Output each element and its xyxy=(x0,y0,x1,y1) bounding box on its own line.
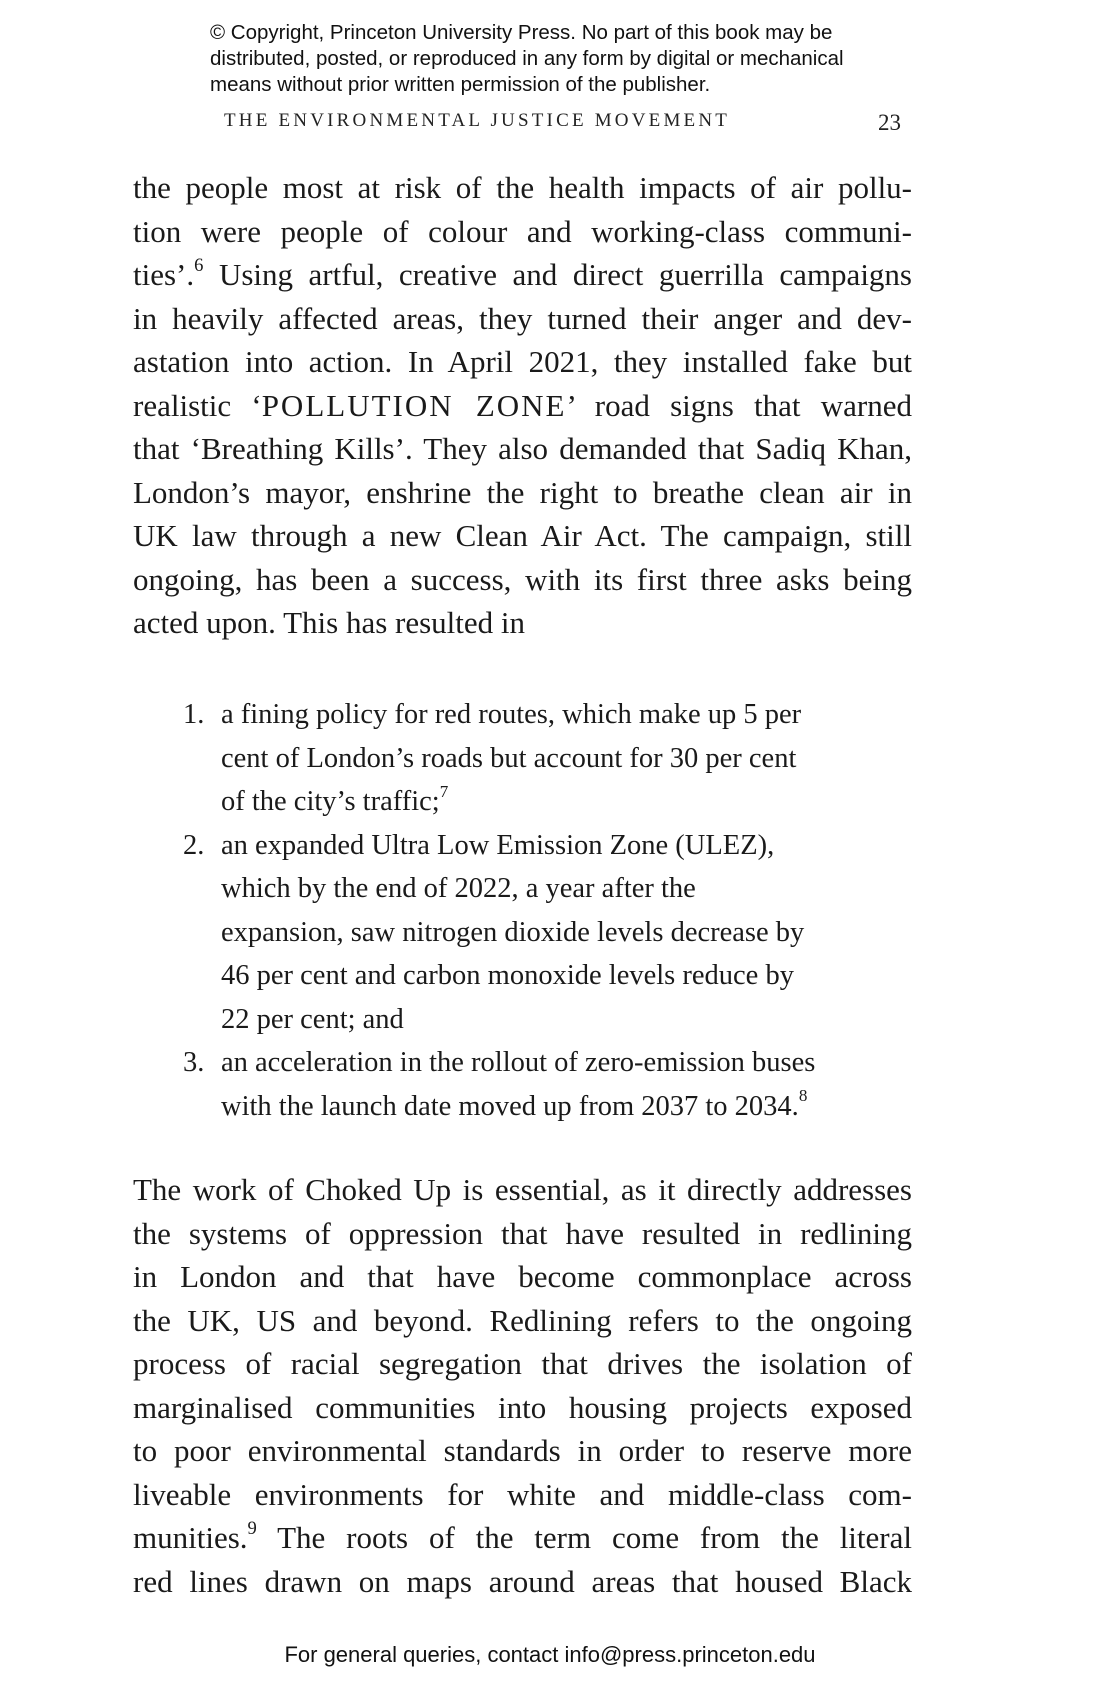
text-line: ongoing, has been a success, with its first three asks being xyxy=(133,561,912,597)
text-line: astation into action. In April 2021, they installed fake but xyxy=(133,344,912,379)
list-line: 46 per cent and carbon monoxide levels reduce by xyxy=(221,960,794,991)
list-item xyxy=(183,1041,863,1128)
copyright-line: © Copyright, Princeton University Press. No part of this book may be xyxy=(210,21,833,44)
text-line: The work of Choked Up is essential, as it directly addresses xyxy=(133,1172,912,1207)
list-line: which by the end of 2022, a year after the xyxy=(221,873,696,904)
list-number: 2. xyxy=(183,829,205,861)
text-line: the UK, US and beyond. Redlining refers to the ongoing xyxy=(133,1302,912,1338)
list-line: an acceleration in the rollout of zero-emission buses xyxy=(221,1047,816,1078)
text-fragment: Using artful, creative and direct guerrilla campaigns xyxy=(203,257,912,292)
list-number: 1. xyxy=(183,699,205,730)
text-line: acted upon. This has resulted in xyxy=(133,605,526,640)
list-line: an expanded Ultra Low Emission Zone (ULEZ), xyxy=(221,829,775,861)
text-line: process of racial segregation that drives the isolation of xyxy=(133,1346,912,1381)
text-fragment: munities. xyxy=(133,1520,248,1555)
text-line: to poor environmental standards in order to reserve more xyxy=(133,1433,912,1468)
paragraph-1 xyxy=(133,166,912,645)
copyright-notice xyxy=(210,20,910,98)
text-fragment: with the launch date moved up from 2037 to 2034. xyxy=(221,1090,799,1122)
list-line: a fining policy for red routes, which make up 5 per xyxy=(221,699,802,730)
copyright-line: distributed, posted, or reproduced in any form by digital or mechanical xyxy=(210,47,844,70)
footnote-ref-9[interactable]: 9 xyxy=(247,1517,257,1539)
text-line: tion were people of colour and working-class communi- xyxy=(133,213,912,249)
page-number: 23 xyxy=(878,110,901,135)
text-fragment: The roots of the term come from the literal xyxy=(256,1520,912,1555)
text-fragment: realistic ‘ xyxy=(133,387,262,423)
footnote-ref-8[interactable]: 8 xyxy=(798,1086,808,1106)
list-number: 3. xyxy=(183,1047,205,1078)
text-line xyxy=(133,1516,912,1560)
text-fragment: ties’. xyxy=(133,257,195,292)
list-line: 22 per cent; and xyxy=(221,1003,404,1035)
copyright-line: means without prior written permission of the publisher. xyxy=(210,73,711,96)
text-line: that ‘Breathing Kills’. They also demanded that Sadiq Khan, xyxy=(133,431,912,466)
text-fragment: of the city’s traffic; xyxy=(221,786,440,817)
text-line xyxy=(133,384,912,428)
list-line xyxy=(221,1085,863,1129)
footnote-ref-6[interactable]: 6 xyxy=(194,254,204,276)
running-head-title: THE ENVIRONMENTAL JUSTICE MOVEMENT xyxy=(224,110,731,131)
text-fragment: ’ road signs that warned xyxy=(566,387,912,423)
footnote-ref-7[interactable]: 7 xyxy=(439,781,449,801)
text-line xyxy=(133,253,912,297)
pollution-zone-text: POLLUTION ZONE xyxy=(261,387,567,423)
text-line: red lines drawn on maps around areas that housed Black xyxy=(133,1563,912,1599)
text-line: liveable environments for white and middle-class com- xyxy=(133,1476,912,1512)
list-line: cent of London’s roads but account for 30 per cent xyxy=(221,742,797,774)
text-line: marginalised communities into housing projects exposed xyxy=(133,1389,912,1425)
text-line: the people most at risk of the health impacts of air pollu- xyxy=(133,170,912,205)
footer-contact: For general queries, contact info@press.princeton.edu xyxy=(284,1642,816,1667)
list-line: expansion, saw nitrogen dioxide levels decrease by xyxy=(221,916,805,948)
list-item xyxy=(183,693,863,824)
text-line: in London and that have become commonplace across xyxy=(133,1259,912,1294)
numbered-list xyxy=(183,693,863,1128)
text-line: in heavily affected areas, they turned their anger and dev- xyxy=(133,300,912,336)
paragraph-2 xyxy=(133,1168,912,1603)
list-line xyxy=(221,780,863,824)
list-item xyxy=(183,824,863,1042)
text-line: London’s mayor, enshrine the right to breathe clean air in xyxy=(133,474,912,510)
text-line: the systems of oppression that have resulted in redlining xyxy=(133,1215,912,1251)
text-line: UK law through a new Clean Air Act. The campaign, still xyxy=(133,518,912,553)
